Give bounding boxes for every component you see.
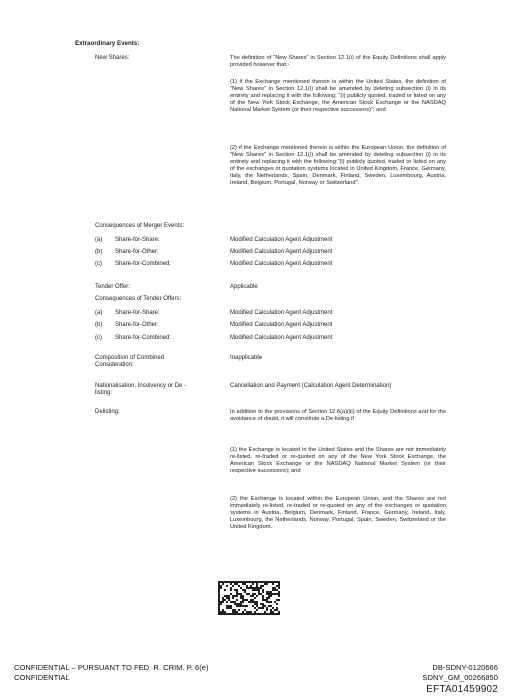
merger-row-label: Share-for-Share: bbox=[115, 237, 160, 243]
tender-row-num: (c) bbox=[95, 335, 102, 341]
merger-row-num: (c) bbox=[95, 261, 102, 267]
efta-number: EFTA01459902 bbox=[426, 684, 498, 695]
section-heading: Extraordinary Events: bbox=[75, 40, 140, 47]
merger-row-num: (b) bbox=[95, 249, 103, 255]
2d-barcode-icon bbox=[218, 581, 280, 615]
merger-row-value: Modified Calculation Agent Adjustment bbox=[230, 261, 333, 267]
bates-number-db: DB-SDNY-0120666 bbox=[432, 663, 498, 672]
composition-label-line-2: Consideration: bbox=[95, 362, 134, 368]
merger-row-value: Modified Calculation Agent Adjustment bbox=[230, 237, 333, 243]
merger-row-label: Share-for-Combined: bbox=[115, 261, 172, 267]
delisting-label: Delisting: bbox=[95, 409, 120, 415]
new-shares-para-2: (2) if the Exchange mentioned therein is within the European Union, the definition of "New Shares" in Section 12.1(i) shall be amended by deleting subsection (i) in its entirety and replacing it with the following:"(i) publicly quoted, traded or listed on any of the exchanges or quotation systems located in United Kingdom, France, Germany, Italy, the Netherlands, Spain, Denmark, Finland, Sweden, Luxembourg, Austria, Ireland, Belgium, Portugal, Norway or Switzerland". bbox=[230, 145, 446, 187]
confidential-label: CONFIDENTIAL bbox=[14, 673, 70, 682]
confidential-notice: CONFIDENTIAL – PURSUANT TO FED. R. CRIM. P. 6(e) bbox=[14, 663, 209, 672]
nationalisation-label-line-2: listing: bbox=[95, 390, 113, 396]
tender-row-label: Share-for-Other: bbox=[115, 322, 159, 328]
tender-row-num: (b) bbox=[95, 322, 103, 328]
tender-offer-value: Applicable bbox=[230, 284, 258, 290]
nationalisation-value: Cancellation and Payment (Calculation Agent Determination) bbox=[230, 383, 392, 389]
merger-row-value: Modified Calculation Agent Adjustment bbox=[230, 249, 333, 255]
tender-row-num: (a) bbox=[95, 310, 103, 316]
new-shares-intro: The definition of "New Shares" in Section 12.1(i) of the Equity Definitions shall apply provided however that:- bbox=[230, 55, 446, 69]
new-shares-label: New Shares: bbox=[95, 55, 130, 61]
bates-number-sdny: SDNY_GM_00266850 bbox=[422, 673, 498, 682]
tender-row-value: Modified Calculation Agent Adjustment bbox=[230, 310, 333, 316]
new-shares-para-1: (1) if the Exchange mentioned therein is within the United States, the definition of "New Shares" in Section 12.1(i) shall be amended by deleting subsection (i) in its entirety and replacing it with the following: "(i) publicly quoted, traded or listed on any of the New York Stock Exchange, the American Stock Exchange or the NASDAQ National Market System (or their respective successors)"; and bbox=[230, 79, 446, 114]
tender-row-label: Share-for-Share: bbox=[115, 310, 160, 316]
tender-row-value: Modified Calculation Agent Adjustment bbox=[230, 322, 333, 328]
nationalisation-label-line-1: Nationalisation, Insolvency or De - bbox=[95, 383, 187, 389]
delisting-para-1: (1) the Exchange is located in the United States and the Shares are not immediately re-listed, re-traded or re-quoted on any of the New York Stock Exchange, the American Stock Exchange or the NASDAQ National Market System (or their respective successors); and bbox=[230, 447, 446, 475]
merger-row-num: (a) bbox=[95, 237, 103, 243]
composition-label-line-1: Composition of Combined bbox=[95, 355, 165, 361]
delisting-para-2: (2) the Exchange is located within the European Union, and the Shares are not immediately re-listed, re-traded or re-quoted on any of the exchanges or quotation systems in Austria, Belgium, Denmark, Finland, France, Germany, Ireland, Italy, Luxembourg, the Netherlands, Norway, Portugal, Spain, Sweden, Switzerland or the United Kingdom. bbox=[230, 496, 446, 531]
tender-consequences-label: Consequences of Tender Offers: bbox=[95, 296, 182, 302]
merger-row-label: Share-for-Other: bbox=[115, 249, 159, 255]
composition-value: Inapplicable bbox=[230, 355, 263, 361]
tender-offer-label: Tender Offer: bbox=[95, 284, 130, 290]
tender-row-label: Share-for-Combined: bbox=[115, 335, 172, 341]
tender-row-value: Modified Calculation Agent Adjustment bbox=[230, 335, 333, 341]
delisting-intro: In addition to the provisions of Section 12.6(a)(iii) of the Equity Definitions and for the avoidance of doubt, it will constitute a De-listing if bbox=[230, 409, 446, 423]
merger-events-label: Consequences of Merger Events: bbox=[95, 223, 185, 229]
